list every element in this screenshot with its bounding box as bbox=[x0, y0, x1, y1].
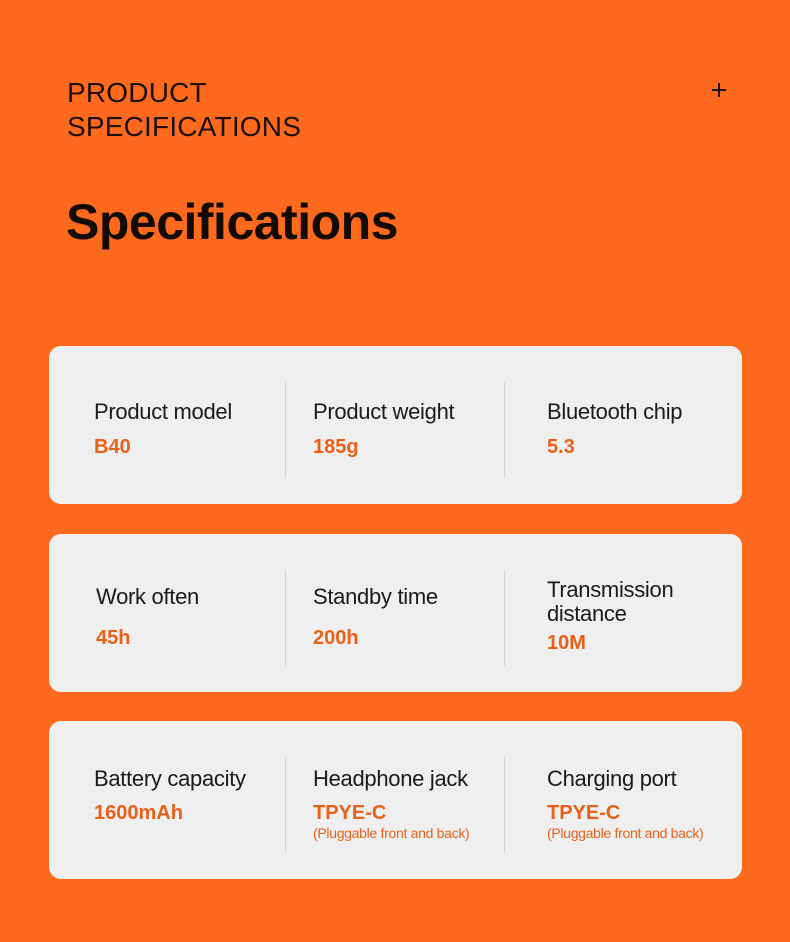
divider bbox=[504, 570, 505, 666]
spec-value: 45h bbox=[96, 626, 131, 649]
spec-value: 185g bbox=[313, 435, 359, 458]
divider bbox=[504, 382, 505, 478]
spec-value: 10M bbox=[547, 632, 586, 654]
spec-card-1 bbox=[49, 346, 742, 504]
spec-bluetooth-chip bbox=[547, 346, 737, 504]
spec-transmission-distance bbox=[547, 534, 717, 692]
spec-card-3 bbox=[49, 721, 742, 879]
spec-note: (Pluggable front and back) bbox=[313, 824, 470, 841]
spec-label: Bluetooth chip bbox=[547, 398, 683, 424]
spec-value: TPYE-C bbox=[547, 801, 621, 824]
spec-product-weight bbox=[313, 346, 513, 504]
divider bbox=[285, 570, 286, 666]
divider bbox=[504, 757, 505, 853]
spec-product-model bbox=[94, 346, 284, 504]
spec-value: 200h bbox=[313, 626, 359, 649]
spec-label: Battery capacity bbox=[94, 765, 246, 791]
spec-value: 1600mAh bbox=[94, 801, 183, 824]
section-label bbox=[67, 76, 467, 144]
spec-label: Product model bbox=[94, 398, 232, 424]
spec-standby-time bbox=[313, 534, 513, 692]
spec-value: 5.3 bbox=[547, 435, 575, 458]
spec-headphone-jack bbox=[313, 721, 503, 879]
spec-charging-port bbox=[547, 721, 737, 879]
page-title: Specifications bbox=[66, 194, 398, 250]
spec-note: (Pluggable front and back) bbox=[547, 824, 704, 841]
spec-value: TPYE-C bbox=[313, 801, 387, 824]
spec-label: Headphone jack bbox=[313, 765, 468, 791]
spec-label: Charging port bbox=[547, 765, 677, 791]
plus-icon[interactable] bbox=[711, 82, 727, 98]
spec-work-often bbox=[96, 534, 286, 692]
spec-label: Work often bbox=[96, 583, 199, 609]
spec-label: Standby time bbox=[313, 583, 438, 609]
spec-battery-capacity bbox=[94, 721, 284, 879]
spec-value: B40 bbox=[94, 435, 131, 458]
divider bbox=[285, 382, 286, 478]
spec-label: Product weight bbox=[313, 398, 455, 424]
divider bbox=[285, 757, 286, 853]
section-label-line2: SPECIFICATIONS bbox=[67, 111, 302, 142]
section-label-line1: PRODUCT bbox=[67, 77, 207, 108]
spec-label: Transmission distance bbox=[547, 577, 674, 626]
spec-card-2 bbox=[49, 534, 742, 692]
